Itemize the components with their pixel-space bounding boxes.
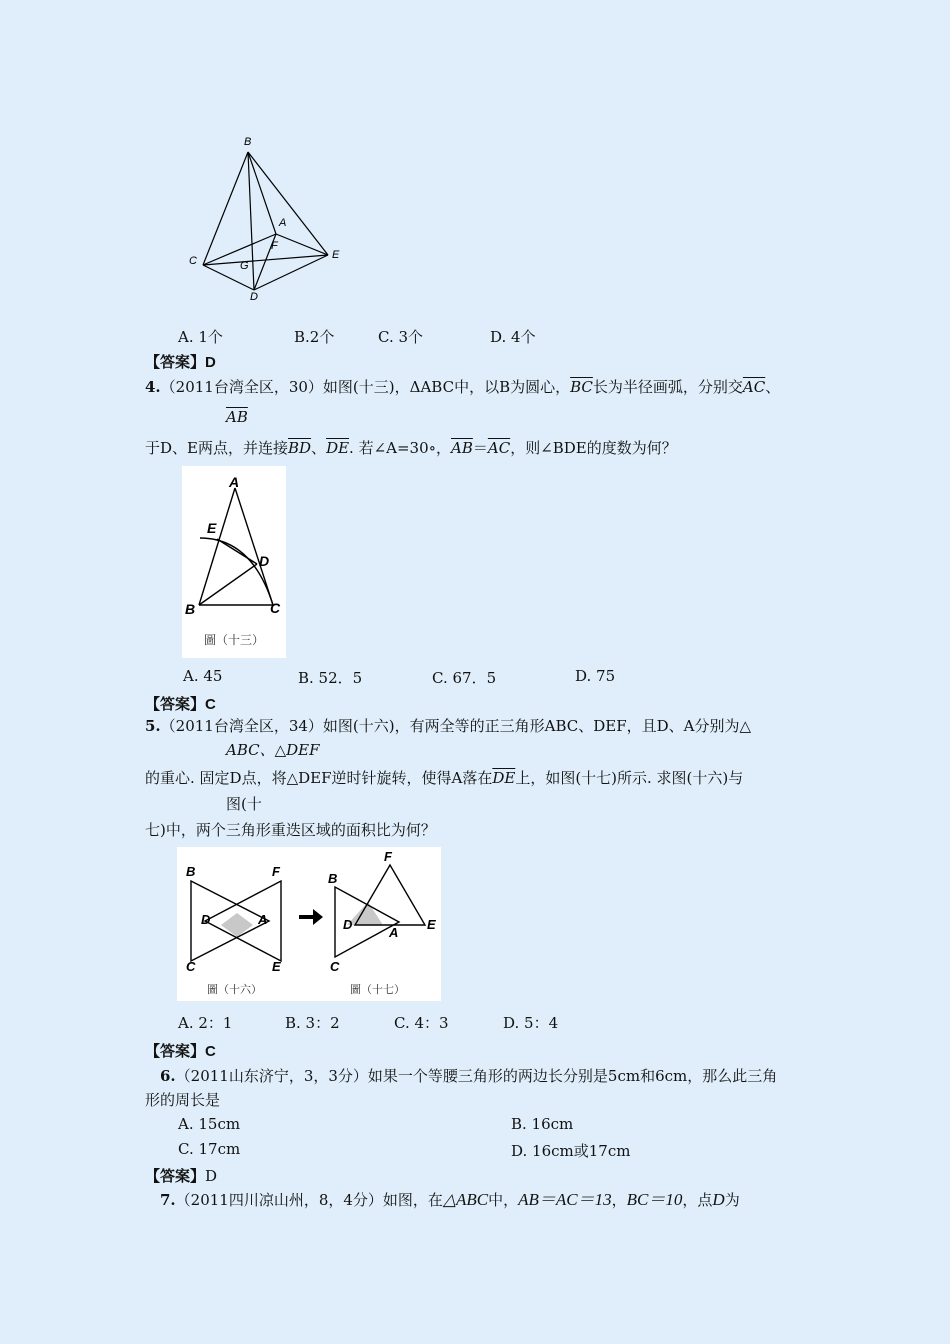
q7-text-1b: 中， — [488, 1191, 519, 1209]
q5-figure — [177, 847, 441, 1001]
q5-text-1: （2011台湾全区，34）如图(十六)，有两全等的正三角形ABC、DEF，且D、A分别为△ — [160, 717, 752, 735]
q3-label-D: D — [250, 291, 258, 303]
q5-text-2a: 的重心. 固定D点，将△DEF逆时针旋转，使得A落在 — [145, 769, 493, 787]
q5-text-2b: 上，如图(十七)所示. 求图(十六)与 — [515, 769, 744, 787]
q4-text-2b: 、 — [311, 439, 327, 457]
q4-seg-de: $\overline{DE}$ — [326, 439, 350, 457]
q4-seg-ac: $\overline{AC}$ — [742, 378, 766, 396]
q4-option-b: B. 52．5 — [298, 669, 363, 687]
q5-fig16-label-D: D — [201, 912, 211, 927]
q4-answer-value: C — [205, 696, 216, 713]
q3-label-C: C — [189, 255, 197, 267]
q5-fig17-label-A: A — [389, 925, 399, 940]
q5-option-c: C. 4：3 — [394, 1014, 449, 1032]
q6-line-2: 形的周长是 — [145, 1091, 221, 1109]
q7-line-1 — [160, 1190, 740, 1210]
q3-label-E: E — [332, 249, 340, 261]
q4-figure-caption: 圖（十三） — [204, 633, 265, 647]
q5-option-d: D. 5：4 — [503, 1014, 559, 1032]
q4-option-d: D. 75 — [575, 667, 616, 685]
q5-line-1-cont: ABC、△DEF — [226, 741, 320, 759]
q4-answer-label: 【答案】 — [145, 695, 206, 713]
q6-option-a: A. 15cm — [178, 1115, 241, 1133]
q5-fig16-caption: 圖（十六） — [207, 984, 262, 996]
q6-answer-label: 【答案】 — [145, 1167, 206, 1185]
q4-text-2a: 于D、E两点，并连接 — [145, 439, 288, 457]
q7-point: D — [712, 1190, 725, 1209]
q7-triangle: △ABC — [442, 1190, 489, 1209]
q5-answer-value: C — [205, 1043, 216, 1060]
q6-text-1: （2011山东济宁，3，3分）如果一个等腰三角形的两边长分别是5cm和6cm，那么此三角 — [175, 1067, 778, 1085]
q4-text-1c: 、 — [765, 378, 781, 396]
q3-answer-label: 【答案】 — [145, 353, 206, 371]
q4-seg-ab: $\overline{AB}$ — [226, 408, 248, 426]
q5-line-2-cont: 图(十 — [226, 795, 262, 813]
q3-option-c: C. 3个 — [378, 328, 424, 346]
q7-eq-1: AB＝AC＝13 — [518, 1190, 612, 1209]
q5-line-2 — [145, 768, 743, 788]
q3-label-B: B — [244, 136, 252, 148]
q5-fig16-label-C: C — [186, 959, 196, 974]
q4-label-D: D — [259, 553, 270, 569]
q6-line-1 — [160, 1066, 777, 1086]
q7-text-1c: ，点 — [682, 1191, 713, 1209]
q4-text-2d: ，则∠BDE的度数为何？ — [510, 439, 677, 457]
q5-option-b: B. 3：2 — [285, 1014, 340, 1032]
q5-fig17-label-D: D — [343, 917, 353, 932]
q4-text-1a: （2011台湾全区，30）如图(十三)，ΔABC中，以B为圆心， — [160, 378, 571, 396]
q5-seg-de: $\overline{DE}$ — [492, 769, 516, 787]
q4-label-B: B — [185, 601, 196, 617]
q3-option-b: B.2个 — [294, 328, 335, 346]
q6-number: 6. — [160, 1067, 176, 1085]
q5-fig16-label-B: B — [186, 864, 196, 879]
q4-number: 4. — [145, 378, 161, 396]
q4-figure — [182, 466, 286, 658]
q5-fig17-label-E: E — [427, 917, 436, 932]
q6-answer-value: D — [205, 1167, 218, 1185]
q5-answer-label: 【答案】 — [145, 1042, 206, 1060]
q5-line-3: 七)中，两个三角形重迭区域的面积比为何？ — [145, 821, 436, 839]
q4-seg-bd: $\overline{BD}$ — [287, 439, 312, 457]
q7-eq-2: BC＝10 — [626, 1190, 683, 1209]
q5-fig17-caption: 圖（十七） — [350, 984, 405, 996]
q4-line-2 — [145, 438, 677, 458]
q4-line-1-cont — [226, 407, 248, 427]
q4-triangle-figure — [182, 466, 286, 658]
q5-answer — [145, 1040, 216, 1061]
q6-option-c: C. 17cm — [178, 1140, 241, 1158]
q5-fig17-label-B: B — [328, 871, 338, 886]
q7-text-1a: （2011四川凉山州，8，4分）如图，在 — [175, 1191, 443, 1209]
q4-text-2c: . 若∠A=30∘， — [349, 439, 451, 457]
q4-seg-ab-2: $\overline{AB}$ — [451, 439, 473, 457]
q5-arrow-icon — [313, 909, 323, 925]
q5-fig16-label-F: F — [272, 864, 280, 879]
q4-option-a: A. 45 — [183, 667, 223, 685]
q3-answer — [145, 351, 216, 372]
q4-text-eq: ＝ — [472, 439, 488, 457]
q5-fig16-label-E: E — [272, 959, 281, 974]
q3-pyramid-figure — [180, 128, 350, 306]
q4-line-1 — [145, 377, 780, 397]
q5-rotation-figure — [177, 847, 441, 1001]
q4-text-1b: 长为半径画弧，分别交 — [592, 378, 743, 396]
q4-label-A: A — [229, 474, 240, 490]
q6-option-d: D. 16cm或17cm — [511, 1142, 631, 1160]
q3-label-G: G — [240, 260, 249, 272]
q4-seg-bc: $\overline{BC}$ — [570, 378, 593, 396]
q3-label-F: F — [271, 240, 278, 252]
q7-text-1d: 为 — [724, 1191, 740, 1209]
q4-label-C: C — [270, 600, 281, 616]
q4-option-c: C. 67．5 — [432, 669, 497, 687]
q5-option-a: A. 2：1 — [178, 1014, 233, 1032]
q5-fig17-label-F: F — [384, 849, 392, 864]
q7-number: 7. — [160, 1191, 176, 1209]
q3-option-d: D. 4个 — [490, 328, 536, 346]
q5-fig17-label-C: C — [330, 959, 340, 974]
q5-line-1 — [145, 716, 751, 736]
q5-number: 5. — [145, 717, 161, 735]
q7-sep: ， — [611, 1191, 627, 1209]
q4-answer — [145, 693, 216, 714]
q4-label-E: E — [207, 520, 217, 536]
q3-label-A: A — [279, 217, 287, 229]
q5-fig16-label-A: A — [258, 912, 268, 927]
q6-answer — [145, 1165, 217, 1186]
q4-seg-ac-2: $\overline{AC}$ — [487, 439, 511, 457]
q3-answer-value: D — [205, 354, 216, 371]
q6-option-b: B. 16cm — [511, 1115, 574, 1133]
q3-option-a: A. 1个 — [178, 328, 223, 346]
